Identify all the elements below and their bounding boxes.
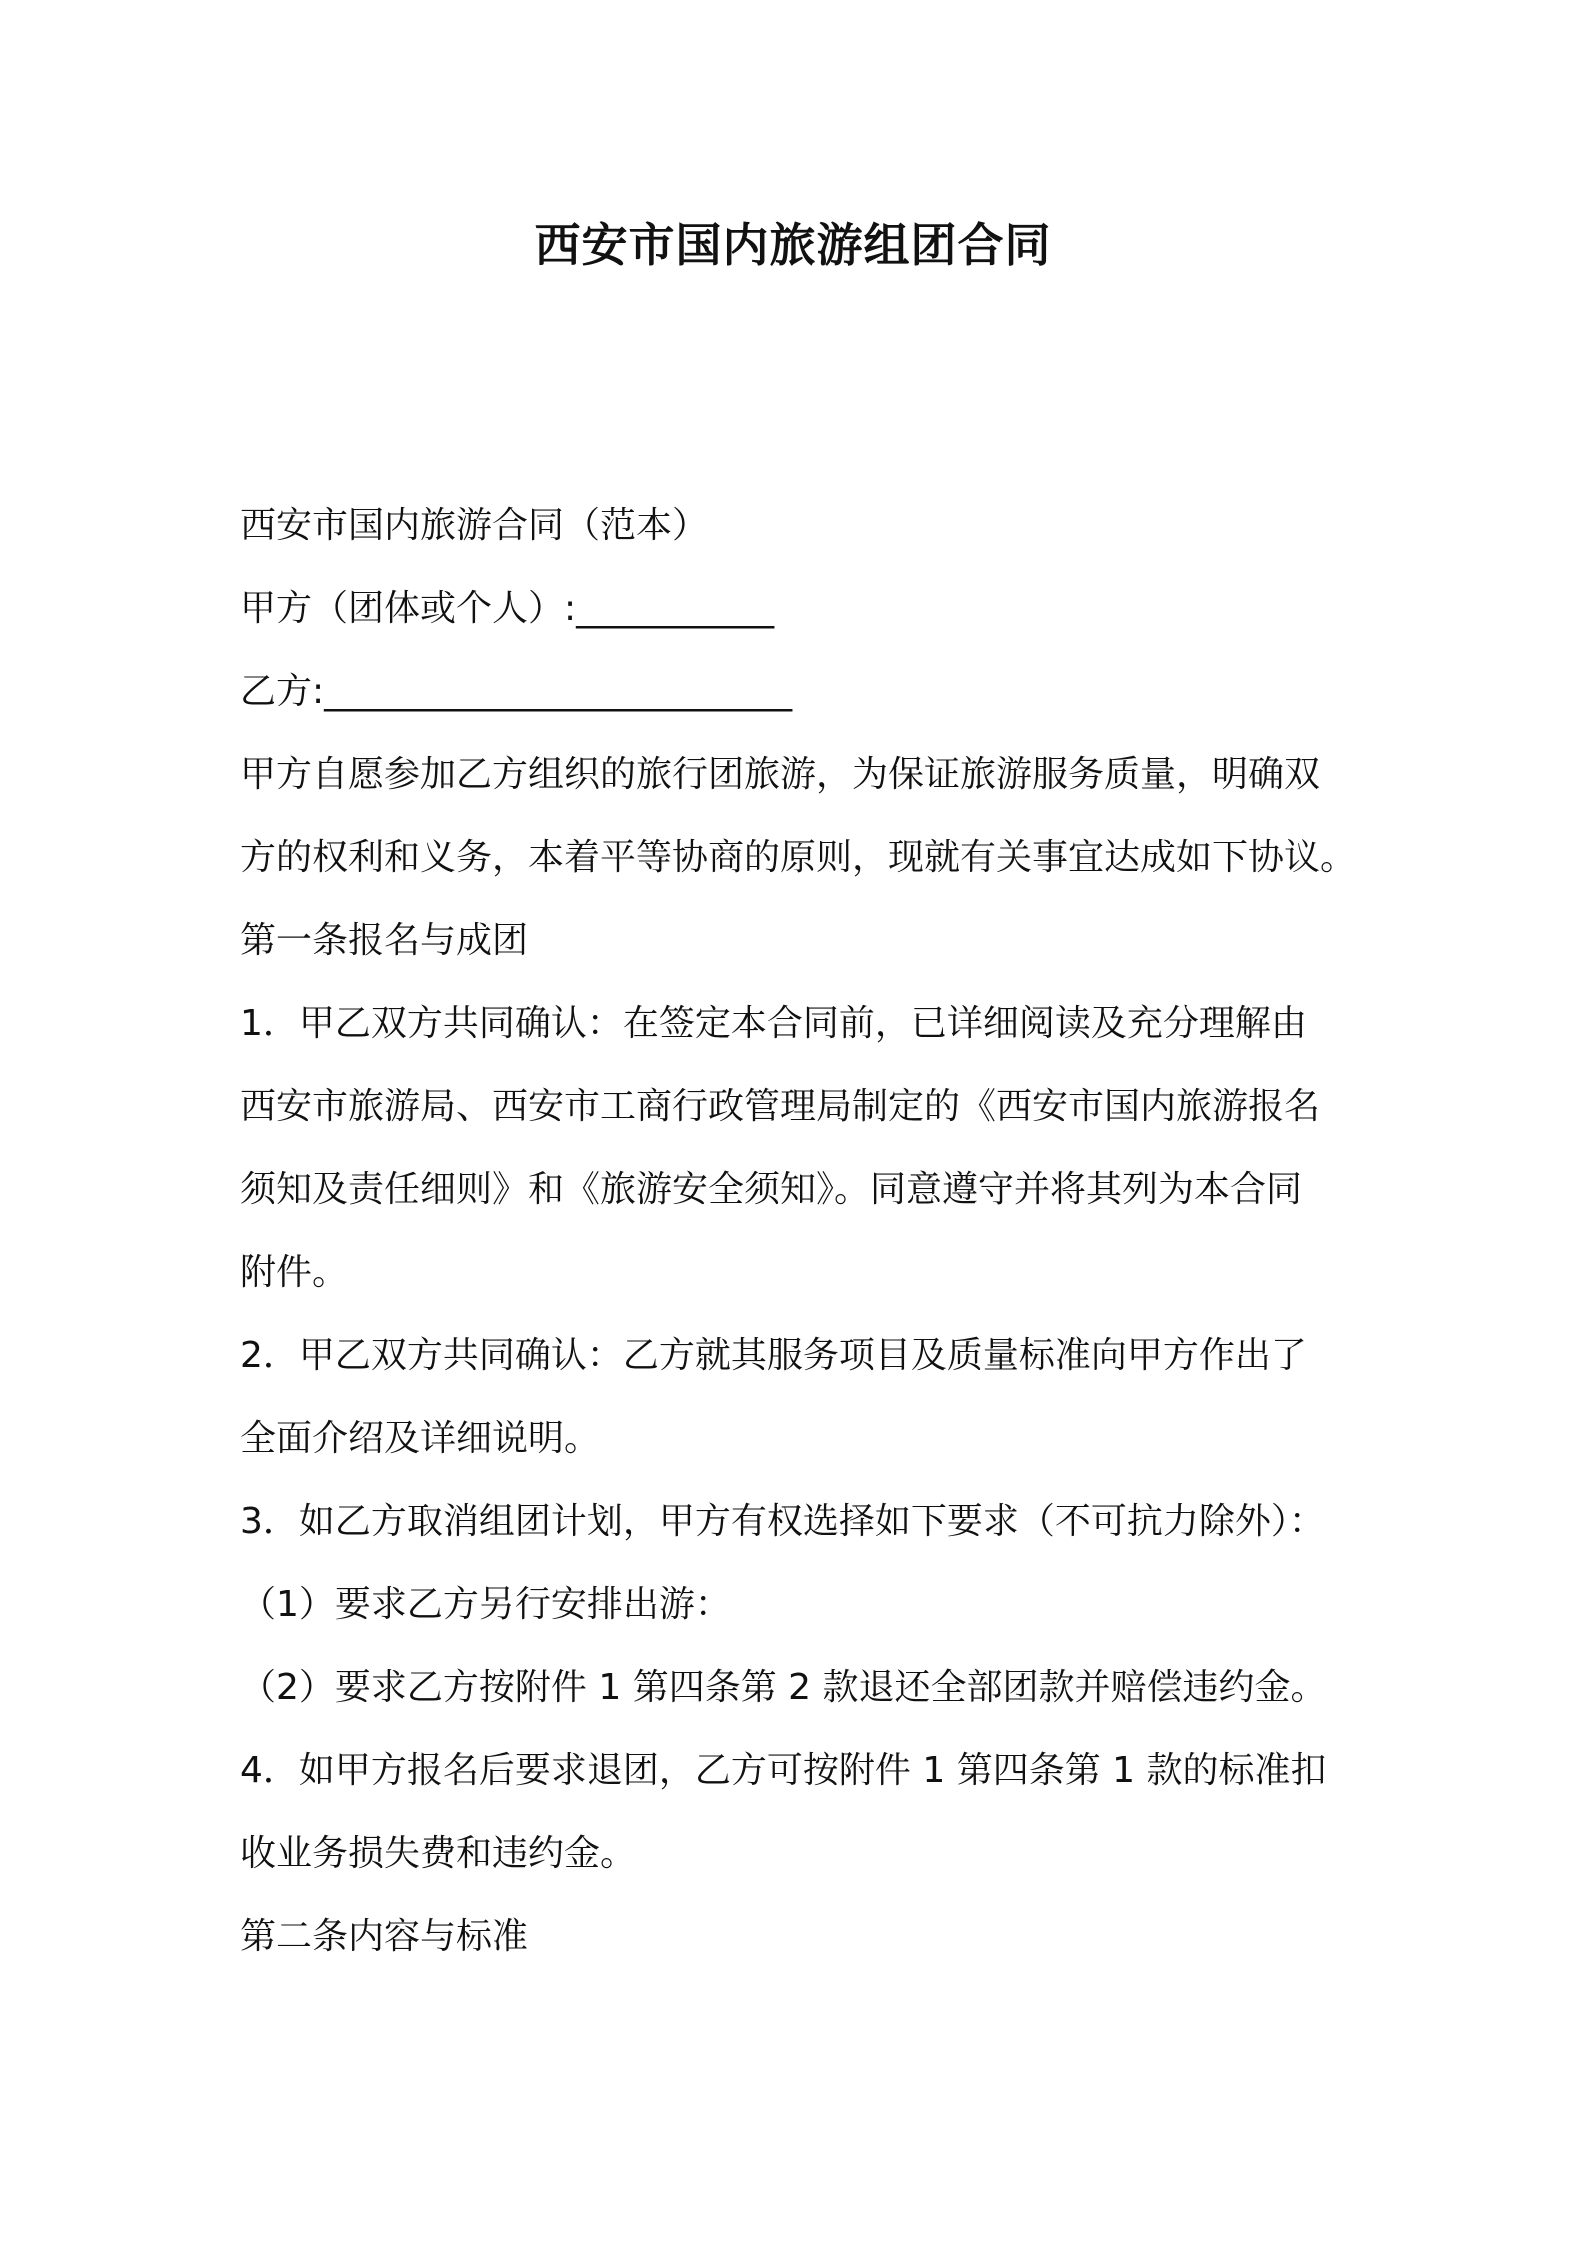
clause-3-option-1: （1）要求乙方另行安排出游： <box>240 1584 731 1625</box>
party-a-line: 甲方（团体或个人）:___________ <box>240 588 775 629</box>
party-b-line: 乙方:__________________________ <box>240 671 793 712</box>
article-2-heading: 第二条内容与标准 <box>240 1916 529 1957</box>
article-1-heading: 第一条报名与成团 <box>240 920 529 961</box>
preamble-line-1: 甲方自愿参加乙方组织的旅行团旅游，为保证旅游服务质量，明确双 <box>240 754 1321 795</box>
clause-4-line-1: 4．如甲方报名后要求退团，乙方可按附件 1 第四条第 1 款的标准扣 <box>240 1750 1327 1791</box>
preamble-line-2: 方的权利和义务，本着平等协商的原则，现就有关事宜达成如下协议。 <box>240 837 1357 878</box>
clause-3-option-2: （2）要求乙方按附件 1 第四条第 2 款退还全部团款并赔偿违约金。 <box>240 1667 1327 1708</box>
contract-subtitle: 西安市国内旅游合同（范本） <box>240 505 709 546</box>
document-title: 西安市国内旅游组团合同 <box>534 218 1052 272</box>
document-body <box>240 484 1357 1978</box>
clause-1-line-4: 附件。 <box>240 1252 349 1293</box>
clause-2-line-1: 2．甲乙双方共同确认：乙方就其服务项目及质量标准向甲方作出了 <box>240 1335 1307 1376</box>
clause-3-line-1: 3．如乙方取消组团计划，甲方有权选择如下要求（不可抗力除外）： <box>240 1501 1325 1542</box>
clause-1-line-2: 西安市旅游局、西安市工商行政管理局制定的《西安市国内旅游报名 <box>240 1086 1321 1127</box>
clause-1-line-1: 1．甲乙双方共同确认：在签定本合同前，已详细阅读及充分理解由 <box>240 1003 1307 1044</box>
clause-4-line-2: 收业务损失费和违约金。 <box>240 1833 637 1874</box>
clause-2-line-2: 全面介绍及详细说明。 <box>240 1418 601 1459</box>
clause-1-line-3: 须知及责任细则》和《旅游安全须知》。同意遵守并将其列为本合同 <box>240 1169 1303 1210</box>
